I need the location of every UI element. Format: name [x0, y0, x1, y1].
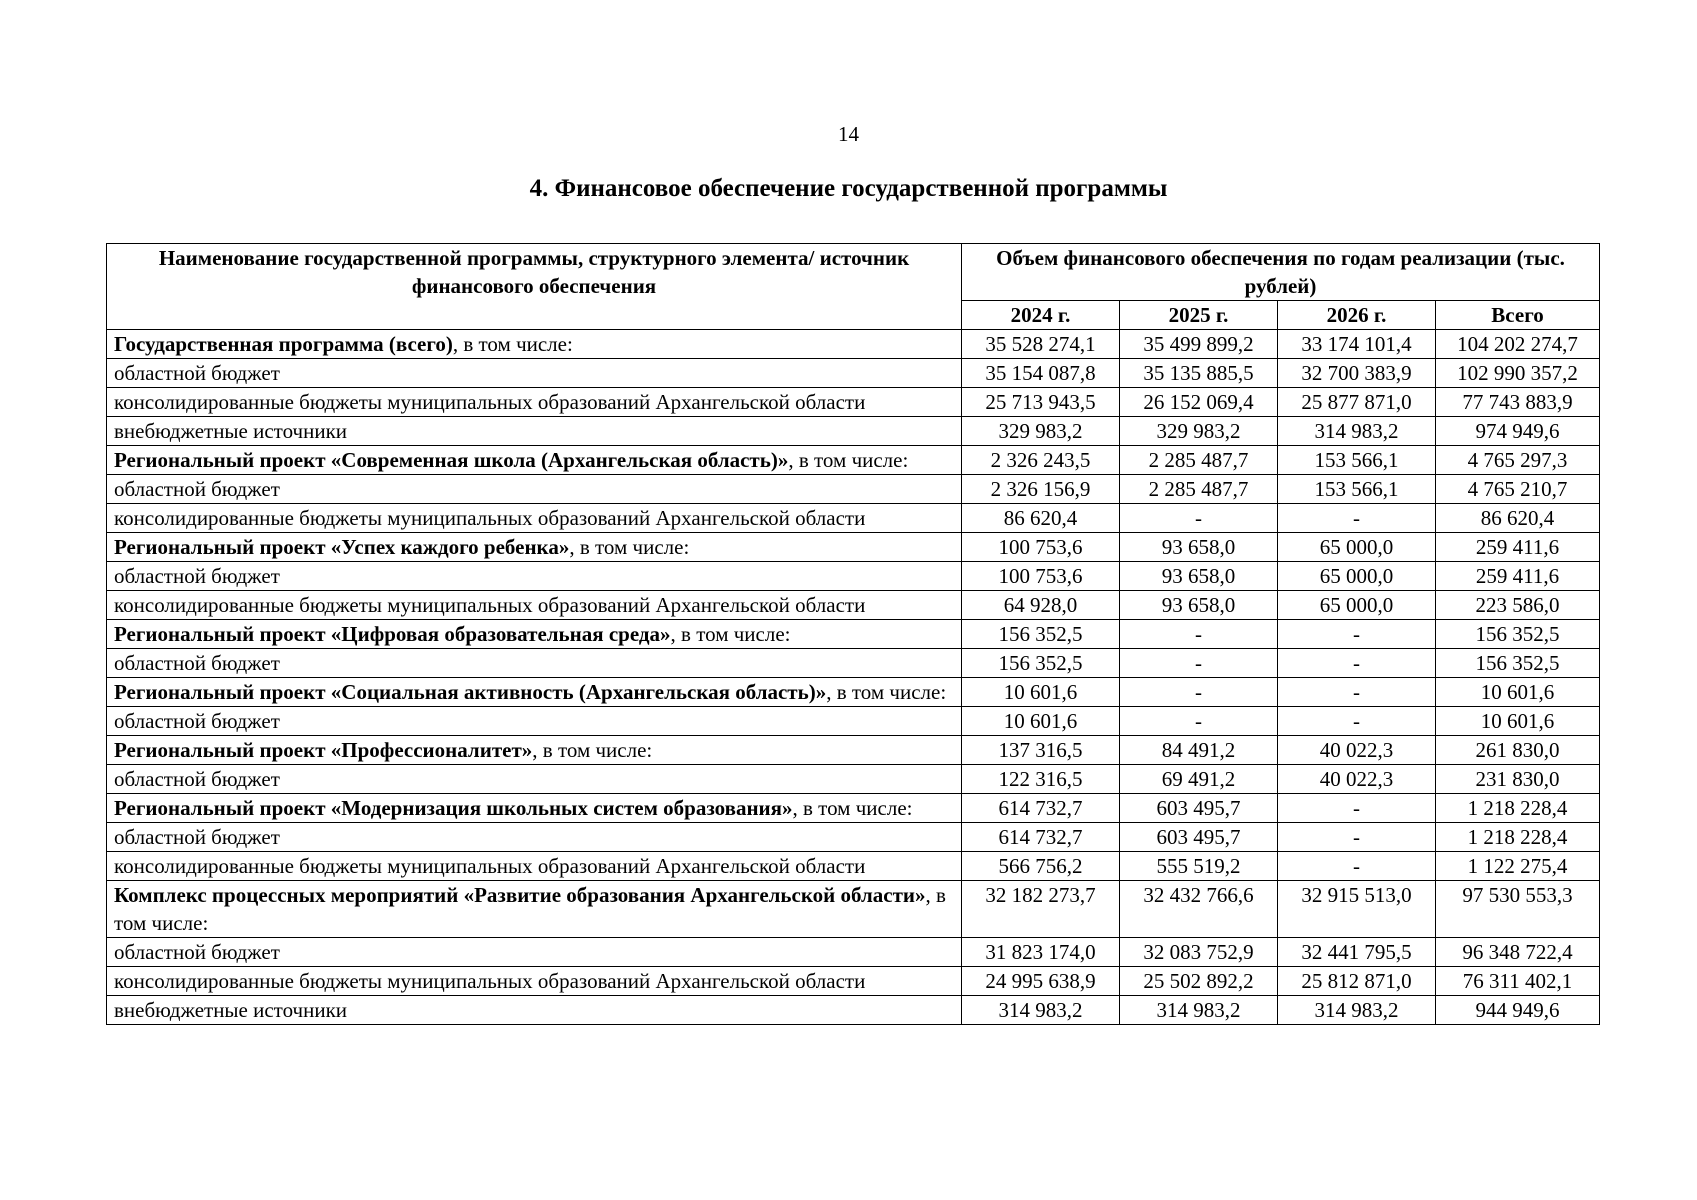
header-year-2024: 2024 г. [962, 301, 1120, 330]
row-name-bold: Региональный проект «Социальная активность (Архангельская область)» [114, 680, 827, 704]
page-number: 14 [838, 122, 859, 146]
value-total: 77 743 883,9 [1436, 388, 1600, 417]
value-2024: 156 352,5 [962, 649, 1120, 678]
value-2025: 35 135 885,5 [1120, 359, 1278, 388]
value-total: 102 990 357,2 [1436, 359, 1600, 388]
value-2025: 314 983,2 [1120, 996, 1278, 1025]
value-total: 156 352,5 [1436, 620, 1600, 649]
value-2024: 566 756,2 [962, 852, 1120, 881]
value-2025: 32 432 766,6 [1120, 881, 1278, 938]
value-2026: 314 983,2 [1278, 417, 1436, 446]
value-total: 223 586,0 [1436, 591, 1600, 620]
row-name [107, 707, 962, 736]
row-name-text: , в том числе: [114, 883, 946, 935]
value-total: 156 352,5 [1436, 649, 1600, 678]
row-name-text: , в том числе: [452, 332, 573, 356]
value-2024: 64 928,0 [962, 591, 1120, 620]
row-name-text: , в том числе: [670, 622, 791, 646]
value-2026: - [1278, 794, 1436, 823]
row-name-text: областной бюджет [114, 940, 280, 964]
table-row [107, 967, 1600, 996]
row-name-text: консолидированные бюджеты муниципальных образований Архангельской области [114, 969, 866, 993]
value-2025: - [1120, 707, 1278, 736]
value-total: 1 122 275,4 [1436, 852, 1600, 881]
value-2026: 65 000,0 [1278, 533, 1436, 562]
table-row [107, 707, 1600, 736]
value-2024: 122 316,5 [962, 765, 1120, 794]
row-name-text: областной бюджет [114, 825, 280, 849]
row-name-text: внебюджетные источники [114, 419, 348, 443]
table-row [107, 388, 1600, 417]
value-total: 4 765 210,7 [1436, 475, 1600, 504]
row-name-bold: Комплекс процессных мероприятий «Развитие образования Архангельской области» [114, 883, 926, 907]
value-2026: 25 812 871,0 [1278, 967, 1436, 996]
value-2025: 32 083 752,9 [1120, 938, 1278, 967]
row-name-text: областной бюджет [114, 651, 280, 675]
table-row [107, 446, 1600, 475]
table-row [107, 620, 1600, 649]
value-2024: 25 713 943,5 [962, 388, 1120, 417]
value-2024: 35 154 087,8 [962, 359, 1120, 388]
value-2026: 33 174 101,4 [1278, 330, 1436, 359]
value-2026: - [1278, 620, 1436, 649]
value-total: 259 411,6 [1436, 562, 1600, 591]
row-name [107, 736, 962, 765]
row-name-bold: Региональный проект «Успех каждого ребенка» [114, 535, 570, 559]
value-total: 86 620,4 [1436, 504, 1600, 533]
table-row [107, 533, 1600, 562]
table-row [107, 359, 1600, 388]
table-header [107, 244, 1600, 330]
table-body [107, 330, 1600, 1025]
value-total: 10 601,6 [1436, 678, 1600, 707]
row-name-text: консолидированные бюджеты муниципальных образований Архангельской области [114, 593, 866, 617]
value-2025: 93 658,0 [1120, 591, 1278, 620]
value-2024: 86 620,4 [962, 504, 1120, 533]
row-name-text: областной бюджет [114, 361, 280, 385]
value-2026: - [1278, 649, 1436, 678]
value-2026: - [1278, 707, 1436, 736]
row-name [107, 881, 962, 938]
value-2024: 156 352,5 [962, 620, 1120, 649]
row-name-text: , в том числе: [792, 796, 913, 820]
value-2025: - [1120, 649, 1278, 678]
value-total: 944 949,6 [1436, 996, 1600, 1025]
value-2026: - [1278, 823, 1436, 852]
row-name-text: областной бюджет [114, 709, 280, 733]
header-volume: Объем финансового обеспечения по годам реализации (тыс. рублей) [962, 244, 1600, 301]
table-row [107, 938, 1600, 967]
table-row [107, 504, 1600, 533]
value-total: 104 202 274,7 [1436, 330, 1600, 359]
table-row [107, 475, 1600, 504]
row-name [107, 533, 962, 562]
value-2026: 40 022,3 [1278, 736, 1436, 765]
value-2025: 35 499 899,2 [1120, 330, 1278, 359]
value-2024: 100 753,6 [962, 562, 1120, 591]
value-2025: 25 502 892,2 [1120, 967, 1278, 996]
value-total: 1 218 228,4 [1436, 794, 1600, 823]
table-row [107, 881, 1600, 938]
row-name [107, 794, 962, 823]
value-2025: - [1120, 678, 1278, 707]
value-2026: 40 022,3 [1278, 765, 1436, 794]
value-2026: 32 441 795,5 [1278, 938, 1436, 967]
value-2024: 614 732,7 [962, 823, 1120, 852]
value-2026: 65 000,0 [1278, 562, 1436, 591]
row-name [107, 388, 962, 417]
value-2026: 153 566,1 [1278, 446, 1436, 475]
row-name [107, 823, 962, 852]
row-name [107, 765, 962, 794]
table-row [107, 562, 1600, 591]
value-2024: 100 753,6 [962, 533, 1120, 562]
value-total: 4 765 297,3 [1436, 446, 1600, 475]
value-2026: - [1278, 504, 1436, 533]
row-name-text: консолидированные бюджеты муниципальных образований Архангельской области [114, 506, 866, 530]
value-2024: 31 823 174,0 [962, 938, 1120, 967]
value-2025: 69 491,2 [1120, 765, 1278, 794]
row-name [107, 678, 962, 707]
value-total: 97 530 553,3 [1436, 881, 1600, 938]
header-total: Всего [1436, 301, 1600, 330]
row-name-text: , в том числе: [532, 738, 653, 762]
value-2025: 84 491,2 [1120, 736, 1278, 765]
value-2024: 2 326 156,9 [962, 475, 1120, 504]
table-row [107, 765, 1600, 794]
row-name [107, 938, 962, 967]
value-2024: 35 528 274,1 [962, 330, 1120, 359]
table-row [107, 330, 1600, 359]
value-total: 231 830,0 [1436, 765, 1600, 794]
value-2025: 2 285 487,7 [1120, 475, 1278, 504]
value-2026: - [1278, 678, 1436, 707]
value-2026: - [1278, 852, 1436, 881]
table-row [107, 678, 1600, 707]
value-2024: 614 732,7 [962, 794, 1120, 823]
value-2026: 65 000,0 [1278, 591, 1436, 620]
value-total: 10 601,6 [1436, 707, 1600, 736]
row-name-bold: Региональный проект «Модернизация школьных систем образования» [114, 796, 793, 820]
row-name-text: , в том числе: [788, 448, 909, 472]
row-name [107, 620, 962, 649]
table-row [107, 417, 1600, 446]
row-name [107, 446, 962, 475]
row-name [107, 591, 962, 620]
row-name-bold: Региональный проект «Современная школа (Архангельская область)» [114, 448, 789, 472]
row-name-bold: Региональный проект «Цифровая образовательная среда» [114, 622, 671, 646]
table-row [107, 649, 1600, 678]
value-2024: 314 983,2 [962, 996, 1120, 1025]
header-year-2026: 2026 г. [1278, 301, 1436, 330]
page-title: 4. Финансовое обеспечение государственной программы [529, 175, 1168, 202]
row-name [107, 475, 962, 504]
value-2026: 32 915 513,0 [1278, 881, 1436, 938]
value-2024: 10 601,6 [962, 707, 1120, 736]
row-name-text: областной бюджет [114, 564, 280, 588]
row-name-text: консолидированные бюджеты муниципальных образований Архангельской области [114, 854, 866, 878]
table-row [107, 736, 1600, 765]
row-name [107, 967, 962, 996]
value-2024: 24 995 638,9 [962, 967, 1120, 996]
header-year-2025: 2025 г. [1120, 301, 1278, 330]
value-2025: 603 495,7 [1120, 794, 1278, 823]
value-2025: 2 285 487,7 [1120, 446, 1278, 475]
row-name [107, 359, 962, 388]
row-name [107, 417, 962, 446]
table-row [107, 591, 1600, 620]
row-name-bold: Региональный проект «Профессионалитет» [114, 738, 533, 762]
value-2026: 153 566,1 [1278, 475, 1436, 504]
value-2025: - [1120, 620, 1278, 649]
value-2024: 2 326 243,5 [962, 446, 1120, 475]
row-name-text: консолидированные бюджеты муниципальных образований Архангельской области [114, 390, 866, 414]
table-row [107, 823, 1600, 852]
value-total: 1 218 228,4 [1436, 823, 1600, 852]
row-name-text: , в том числе: [826, 680, 947, 704]
table-row [107, 996, 1600, 1025]
value-2026: 25 877 871,0 [1278, 388, 1436, 417]
value-total: 974 949,6 [1436, 417, 1600, 446]
row-name [107, 649, 962, 678]
financing-table [106, 243, 1600, 1025]
value-total: 76 311 402,1 [1436, 967, 1600, 996]
table-row [107, 852, 1600, 881]
row-name-bold: Государственная программа (всего) [114, 332, 453, 356]
value-2025: - [1120, 504, 1278, 533]
value-2024: 32 182 273,7 [962, 881, 1120, 938]
row-name [107, 330, 962, 359]
value-2025: 603 495,7 [1120, 823, 1278, 852]
value-2025: 26 152 069,4 [1120, 388, 1278, 417]
row-name [107, 996, 962, 1025]
table-row [107, 794, 1600, 823]
value-2026: 32 700 383,9 [1278, 359, 1436, 388]
row-name-text: внебюджетные источники [114, 998, 348, 1022]
value-2025: 93 658,0 [1120, 562, 1278, 591]
value-2025: 329 983,2 [1120, 417, 1278, 446]
value-2025: 555 519,2 [1120, 852, 1278, 881]
value-2025: 93 658,0 [1120, 533, 1278, 562]
row-name-text: областной бюджет [114, 767, 280, 791]
value-2024: 137 316,5 [962, 736, 1120, 765]
header-name-column: Наименование государственной программы, структурного элемента/ источник финансового обеспечения [107, 244, 962, 330]
value-total: 259 411,6 [1436, 533, 1600, 562]
value-2026: 314 983,2 [1278, 996, 1436, 1025]
row-name [107, 562, 962, 591]
row-name [107, 852, 962, 881]
row-name [107, 504, 962, 533]
value-2024: 10 601,6 [962, 678, 1120, 707]
value-total: 261 830,0 [1436, 736, 1600, 765]
row-name-text: областной бюджет [114, 477, 280, 501]
value-2024: 329 983,2 [962, 417, 1120, 446]
row-name-text: , в том числе: [569, 535, 690, 559]
value-total: 96 348 722,4 [1436, 938, 1600, 967]
